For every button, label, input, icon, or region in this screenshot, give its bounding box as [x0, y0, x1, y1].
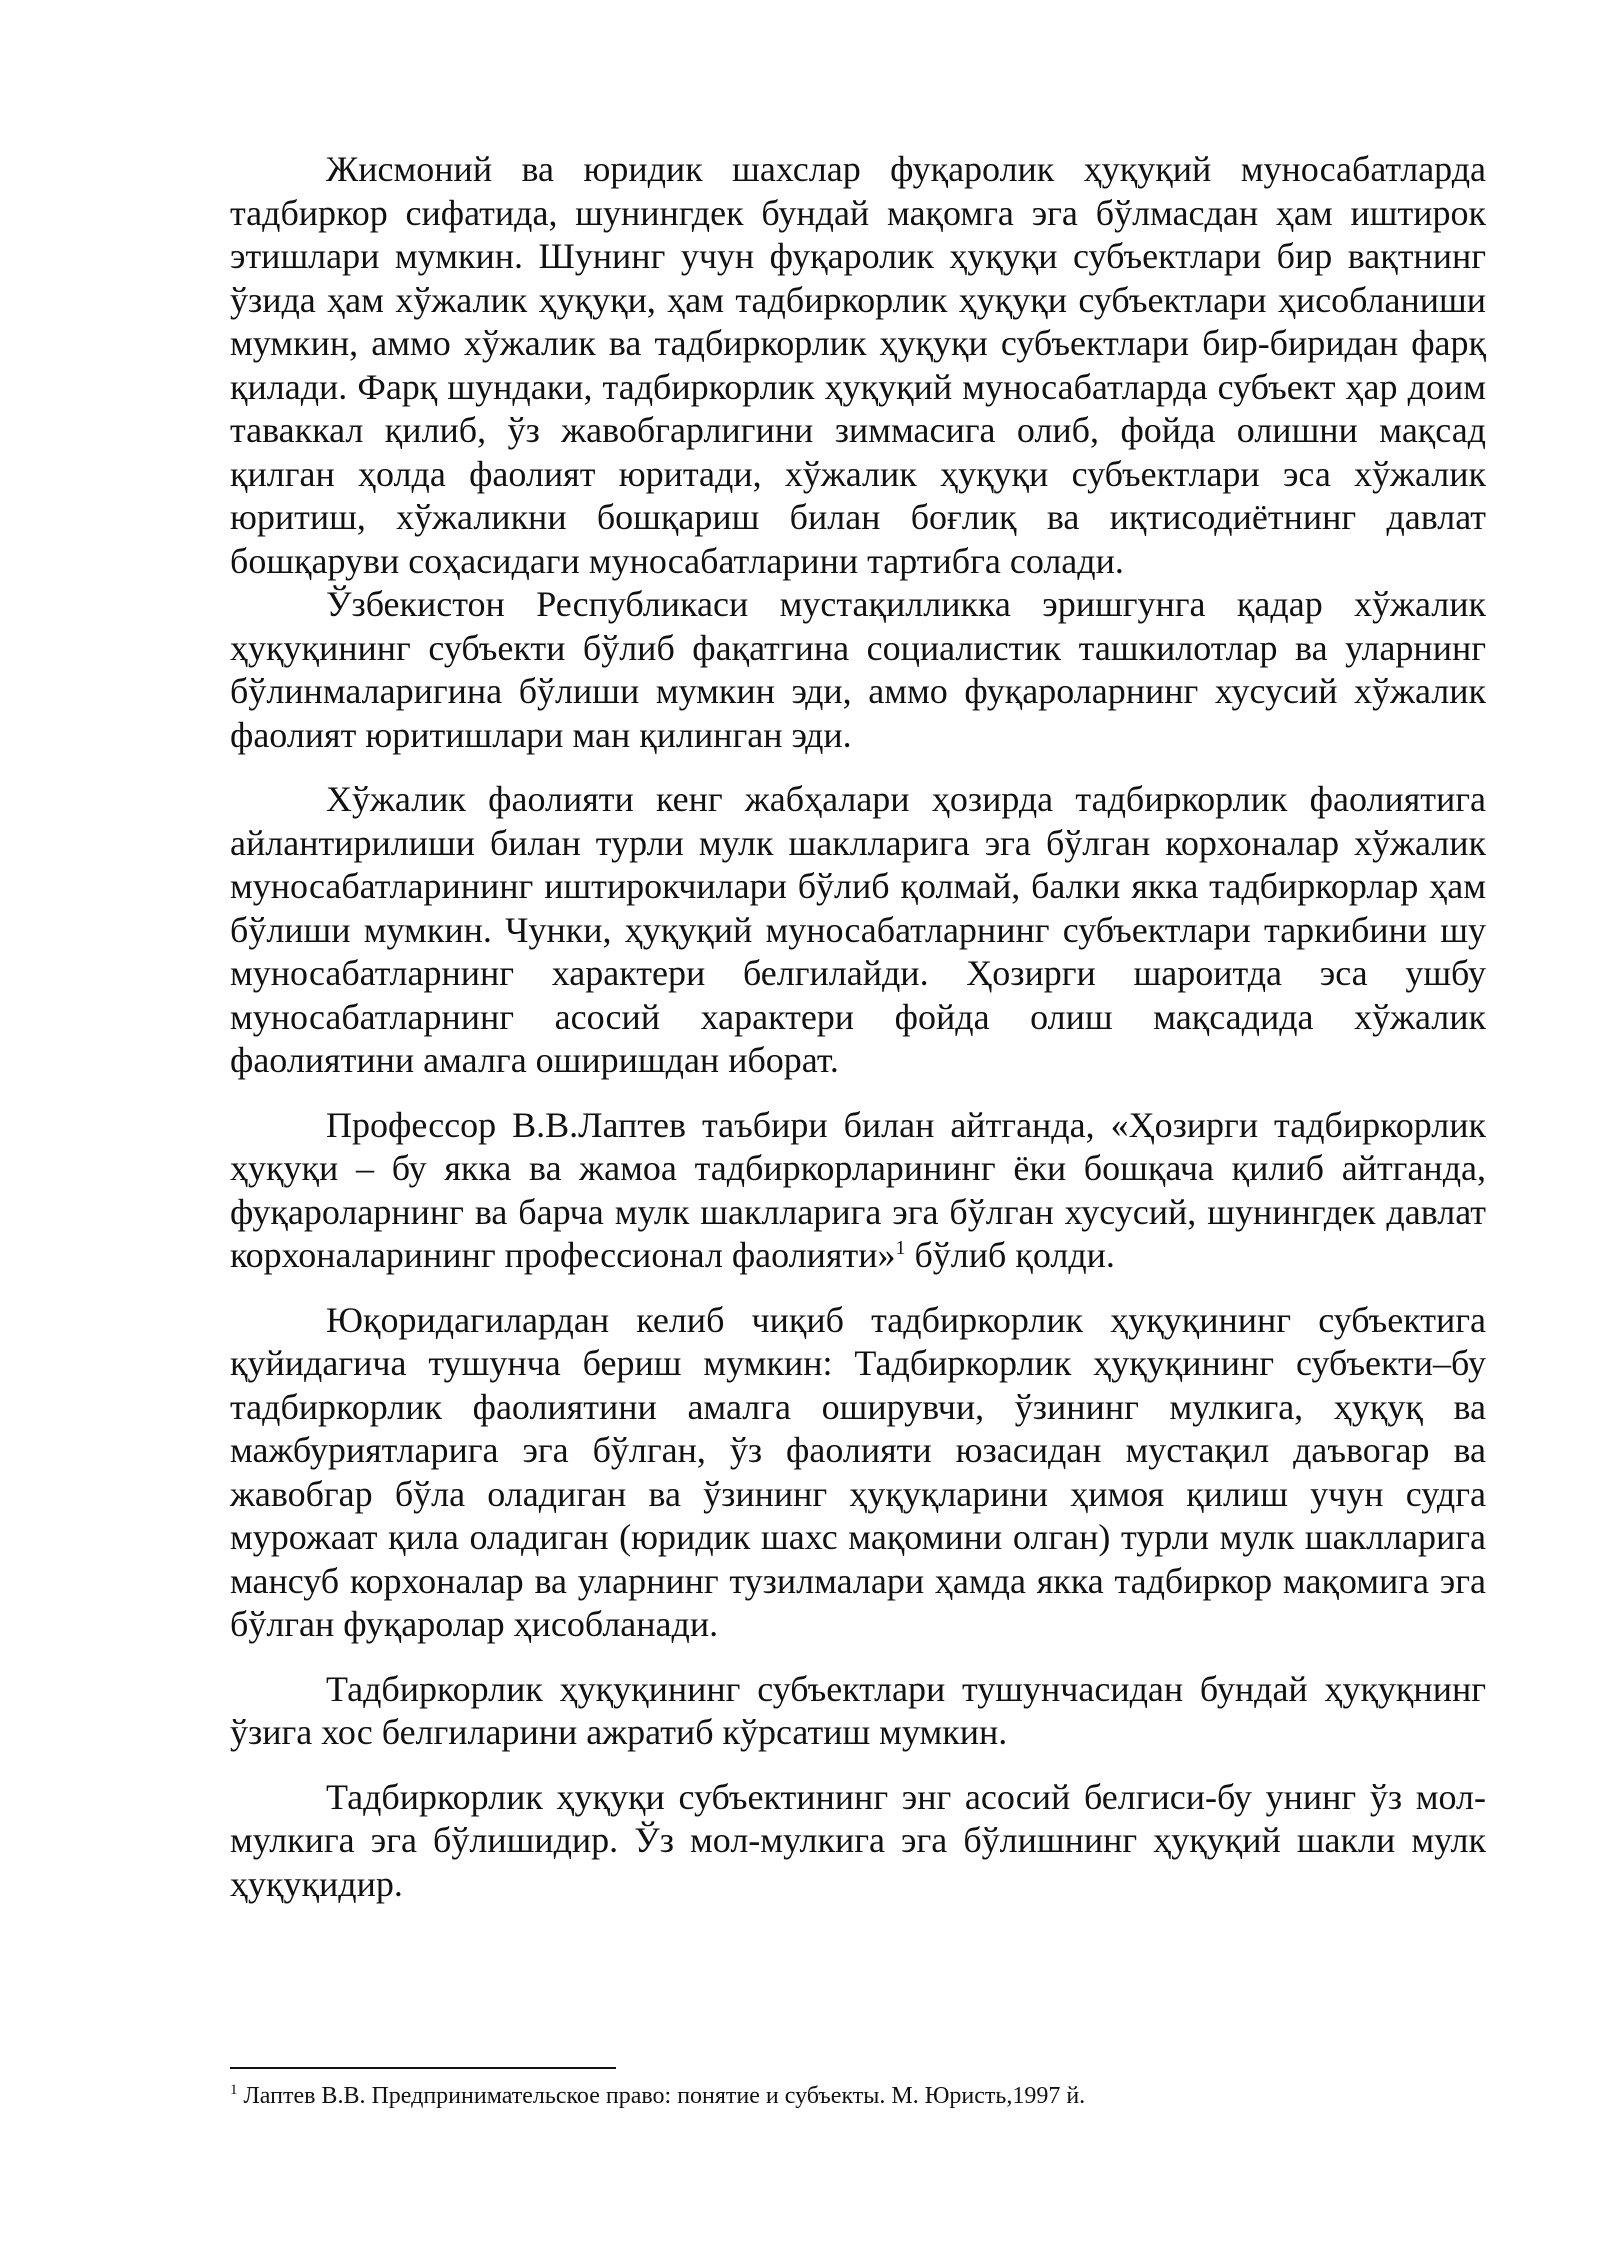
paragraph-5: Юқоридагилардан келиб чиқиб тадбиркорлик ҳуқуқининг субъектига қуйидагича тушунча бериш мумкин: Тадбиркорлик ҳуқуқининг субъекти–бу тадбиркорлик фаолиятини амалга оширувчи, ўзининг мулкига, ҳуқуқ ва мажбуриятларига эга бўлган, ўз фаолияти юзасидан мустақил даъвогар ва жавобгар бўла оладиган ва ўзининг ҳуқуқларини ҳимоя қилиш учун судга мурожаат қила оладиган (юридик шахс мақомини олган) турли мулк шаклларига мансуб корхоналар ва уларнинг тузилмалари ҳамда якка тадбиркор мақомига эга бўлган фуқаролар ҳисобланади.: [230, 1299, 1486, 1644]
paragraph-7: Тадбиркорлик ҳуқуқи субъектининг энг асосий белгиси-бу унинг ўз мол-мулкига эга бўлишидир. Ўз мол-мулкига эга бўлишнинг ҳуқуқий шакли мулк ҳуқуқидир.: [230, 1776, 1486, 1904]
footnote-separator: [230, 2067, 616, 2069]
paragraph-2: Ўзбекистон Республикаси мустақилликка эришгунга қадар хўжалик ҳуқуқининг субъекти бўлиб фақатгина социалистик ташкилотлар ва уларнинг бўлинмаларигина бўлиши мумкин эди, аммо фуқароларнинг хусусий хўжалик фаолият юритишлари ман қилинган эди.: [230, 584, 1486, 755]
footnote: [230, 2081, 1486, 2111]
paragraph-3: Хўжалик фаолияти кенг жабҳалари ҳозирда тадбиркорлик фаолиятига айлантирилиши билан турли мулк шаклларига эга бўлган корхоналар хўжалик муносабатларининг иштирокчилари бўлиб қолмай, балки якка тадбиркорлар ҳам бўлиши мумкин. Чунки, ҳуқуқий муносабатларнинг субъектлари таркибини шу муносабатларнинг характери белгилайди. Ҳозирги шароитда эса ушбу муносабатларнинг асосий характери фойда олиш мақсадида хўжалик фаолиятини амалга оширишдан иборат.: [230, 779, 1486, 1080]
document-body: [230, 148, 1486, 1906]
paragraph-4: [230, 1104, 1486, 1278]
footnote-number: 1: [230, 2082, 238, 2098]
paragraph-1: Жисмоний ва юридик шахслар фуқаролик ҳуқуқий муносабатларда тадбиркор сифатида, шунингдек бундай мақомга эга бўлмасдан ҳам иштирок этишлари мумкин. Шунинг учун фуқаролик ҳуқуқи субъектлари бир вақтнинг ўзида ҳам хўжалик ҳуқуқи, ҳам тадбиркорлик ҳуқуқи субъектлари ҳисобланиши мумкин, аммо хўжалик ва тадбиркорлик ҳуқуқи субъектлари бир-биридан фарқ қилади. Фарқ шундаки, тадбиркорлик ҳуқуқий муносабатларда субъект ҳар доим таваккал қилиб, ўз жавобгарлигини зиммасига олиб, фойда олишни мақсад қилган ҳолда фаолият юритади, хўжалик ҳуқуқи субъектлари эса хўжалик юритиш, хўжаликни бошқариш билан боғлиқ ва иқтисодиётнинг давлат бошқаруви соҳасидаги муносабатларини тартибга солади.: [230, 149, 1486, 581]
paragraph-4-tail: бўлиб қолди.: [905, 1235, 1115, 1275]
footnote-text: Лаптев В.В. Предпринимательское право: понятие и субъекты. М. Юристь,1997 й.: [237, 2083, 1086, 2109]
footnote-reference[interactable]: 1: [895, 1237, 906, 1259]
paragraph-4-text: Профессор В.В.Лаптев таъбири билан айтганда, «Ҳозирги тадбиркорлик ҳуқуқи – бу якка ва жамоа тадбиркорларининг ёки бошқача қилиб айтганда, фуқароларнинг ва барча мулк шаклларига эга бўлган хусусий, шунингдек давлат корхоналарининг профессионал фаолияти»: [230, 1104, 1486, 1275]
paragraph-6: Тадбиркорлик ҳуқуқининг субъектлари тушунчасидан бундай ҳуқуқнинг ўзига хос белгиларини ажратиб кўрсатиш мумкин.: [230, 1668, 1486, 1752]
